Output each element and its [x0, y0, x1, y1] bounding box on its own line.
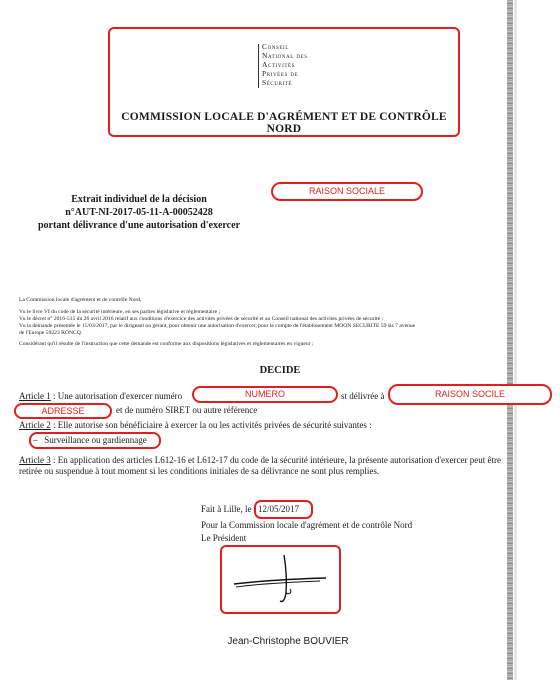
article-1-text-c: et de numéro SIRET ou autre référence: [116, 405, 258, 415]
preamble-considerant: Considérant qu'il résulte de l'instruction que cette demande est conforme aux dispositions législatives et réglementaires en vigueur ;: [19, 341, 314, 347]
preamble-vu-1: Vu le livre VI du code de la sécurité intérieure, en ses parties législative et réglementaire ;: [19, 309, 221, 315]
logo-line-4: Privées de: [262, 69, 299, 78]
decision-title: [20, 193, 258, 232]
article-1-text-a: : Une autorisation d'exercer numéro: [50, 391, 183, 401]
cnaps-logo: [262, 42, 332, 87]
preamble-commission: La Commission locale d'agrément et de contrôle Nord,: [19, 297, 142, 303]
logo-rule: [258, 44, 259, 88]
commission-title: COMMISSION LOCALE D'AGRÉMENT ET DE CONTRÔLE NORD: [121, 111, 447, 135]
preamble-vu-3b: de l'Europe 59223 RONCQ.: [19, 330, 83, 336]
decision-line-3: portant délivrance d'une autorisation d'exercer: [37, 220, 241, 231]
raison-sociale-label-right: RAISON SOCILE: [388, 384, 552, 405]
decision-line-1: Extrait individuel de la décision: [71, 194, 207, 205]
decision-number: n°AUT-NI-2017-05-11-A-00052428: [65, 207, 213, 218]
handwritten-signature: [220, 545, 341, 614]
article-3-line-2: retirée ou suspendue à tout moment si les conditions initiales de sa délivrance ne sont plus remplies.: [19, 466, 380, 476]
decide-heading: DECIDE: [259, 365, 301, 376]
article-1-label: Article 1: [19, 391, 51, 401]
article-3-text-1: : En application des articles L612-16 et L612-17 du code de la sécurité intérieure, la présente autorisation d'exercer peut être: [50, 455, 501, 465]
article-2-label: Article 2: [19, 420, 51, 430]
activity-item-label: Surveillance ou gardiennage: [44, 435, 147, 445]
logo-line-3: Activités: [262, 60, 296, 69]
activity-item: [33, 435, 147, 446]
pour-commission: Pour la Commission locale d'agrément et de contrôle Nord: [201, 520, 413, 530]
preamble-vu-2: Vu le décret n° 2016-515 du 26 avril 2016 relatif aux conditions d'exercice des activités privées de sécurité et au Conseil national des activités privées de sécurité ;: [19, 316, 384, 322]
numero-label: NUMERO: [192, 386, 338, 403]
signer-name: Jean-Christophe BOUVIER: [227, 636, 349, 647]
fait-a-lille: Fait à Lille, le: [201, 504, 252, 514]
article-1-line-1: [19, 391, 182, 402]
article-3-label: Article 3: [19, 455, 51, 465]
preamble: [19, 297, 549, 348]
article-3-line-1: [19, 455, 539, 466]
le-president: Le Président: [201, 533, 247, 543]
logo-line-2: National des: [262, 51, 308, 60]
article-2-text: : Elle autorise son bénéficiaire à exercer la ou les activités privées de sécurité suivantes :: [50, 420, 372, 430]
adresse-label: ADRESSE: [14, 403, 112, 419]
logo-line-5: Sécurité: [262, 78, 293, 87]
logo-line-1: Conseil: [262, 42, 289, 51]
bullet-dash: –: [33, 435, 45, 445]
article-1-text-b: st délivrée à: [341, 391, 385, 401]
preamble-vu-3a: Vu la demande présentée le 15/03/2017, par le dirigeant ou gérant, pour obtenir une autorisation d'exercer, pour le compte de l'établissement MOON SECURITE 59 sis 7 avenue: [19, 323, 416, 329]
raison-sociale-label-top: RAISON SOCIALE: [271, 182, 423, 201]
article-3: [19, 455, 539, 477]
decision-date: 12/05/2017: [258, 504, 300, 514]
article-2-line: [19, 420, 372, 431]
